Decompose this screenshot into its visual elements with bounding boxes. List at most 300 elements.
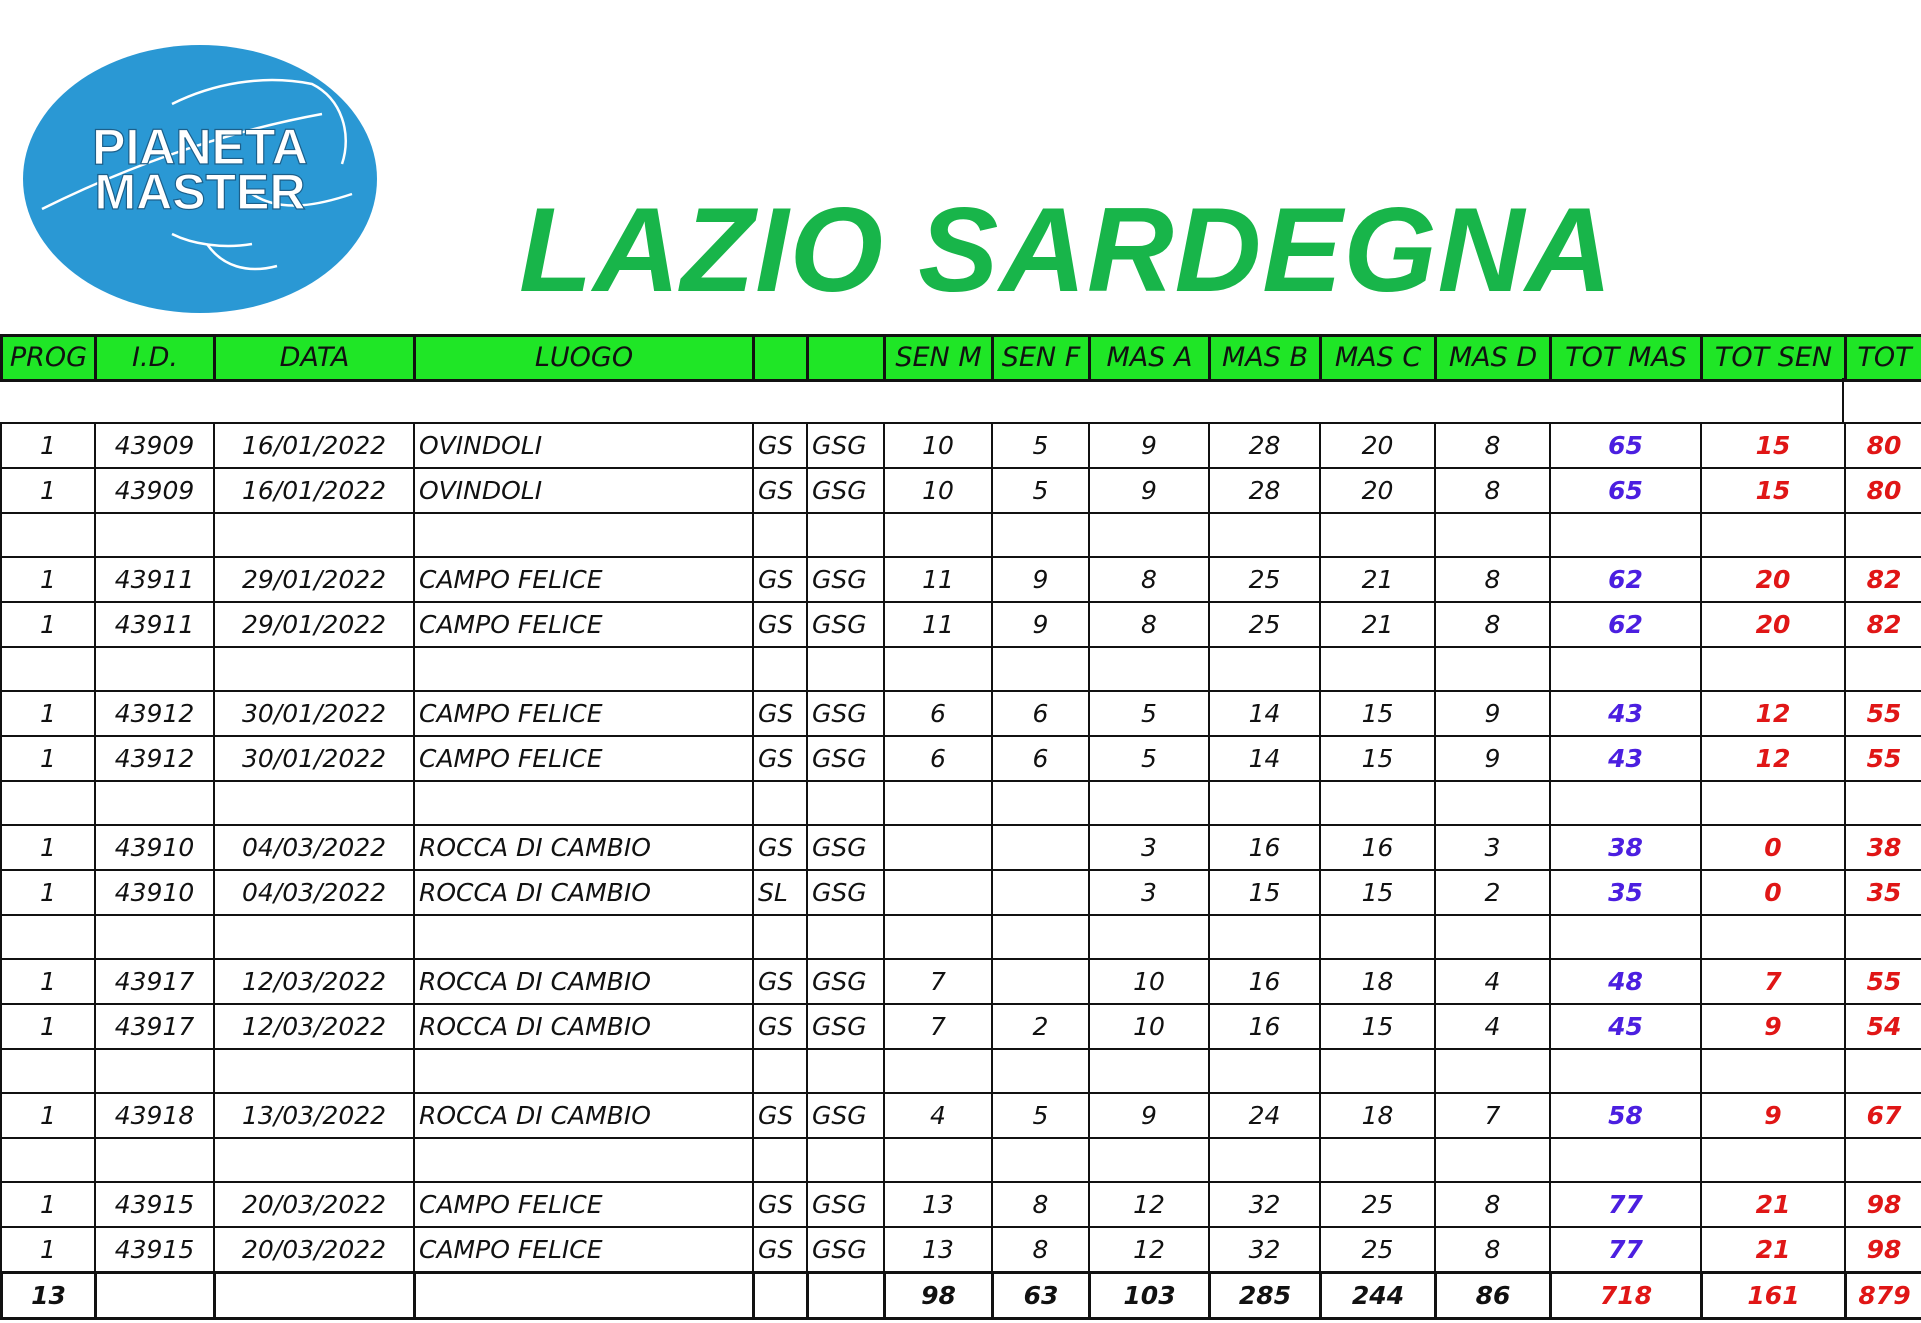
cell-mas-b: 28: [1209, 423, 1320, 468]
cell-date: [214, 647, 414, 691]
cell-discipline: GS: [753, 959, 807, 1004]
cell-mas-d: 4: [1435, 959, 1550, 1004]
cell-tot-mas: 35: [1550, 870, 1701, 915]
cell-tot: 54: [1845, 1004, 1921, 1049]
cell-tot-mas: 77: [1550, 1227, 1701, 1272]
total-mas-a: 103: [1090, 1273, 1210, 1319]
column-header-mas-c: MAS C: [1321, 336, 1436, 381]
column-header-tot-mas: TOT MAS: [1551, 336, 1702, 381]
cell-category: GSG: [807, 870, 884, 915]
cell-mas-d: 9: [1435, 736, 1550, 781]
cell-date: 20/03/2022: [214, 1227, 414, 1272]
cell-category: GSG: [807, 602, 884, 647]
cell-discipline: GS: [753, 691, 807, 736]
cell-tot-sen: 9: [1701, 1093, 1845, 1138]
cell-mas-b: 25: [1209, 557, 1320, 602]
cell-mas-c: 15: [1320, 870, 1435, 915]
cell-mas-a: 5: [1089, 691, 1209, 736]
cell-mas-d: [1435, 1049, 1550, 1093]
cell-prog: 1: [1, 423, 95, 468]
cell-mas-a: 9: [1089, 423, 1209, 468]
cell-mas-a: 5: [1089, 736, 1209, 781]
cell-prog: [1, 1049, 95, 1093]
total-mas-b: 285: [1210, 1273, 1321, 1319]
cell-date: 13/03/2022: [214, 1093, 414, 1138]
logo-line2: MASTER: [94, 164, 306, 220]
cell-category: GSG: [807, 557, 884, 602]
column-separator: [1842, 378, 1844, 422]
total-tot-sen: 161: [1702, 1273, 1846, 1319]
cell-mas-d: 7: [1435, 1093, 1550, 1138]
total-discipline: [754, 1273, 808, 1319]
cell-tot-sen: 20: [1701, 602, 1845, 647]
cell-mas-c: 21: [1320, 557, 1435, 602]
cell-location: ROCCA DI CAMBIO: [414, 825, 753, 870]
cell-location: [414, 781, 753, 825]
cell-location: [414, 1138, 753, 1182]
cell-tot: 80: [1845, 468, 1921, 513]
cell-tot-mas: [1550, 1049, 1701, 1093]
cell-prog: 1: [1, 602, 95, 647]
cell-category: [807, 1049, 884, 1093]
cell-discipline: GS: [753, 1182, 807, 1227]
cell-sen-m: 10: [884, 468, 992, 513]
cell-mas-d: 8: [1435, 602, 1550, 647]
cell-id: [95, 513, 214, 557]
cell-date: 12/03/2022: [214, 1004, 414, 1049]
cell-mas-a: 3: [1089, 870, 1209, 915]
cell-mas-c: 15: [1320, 1004, 1435, 1049]
cell-tot: 82: [1845, 602, 1921, 647]
cell-mas-c: 18: [1320, 959, 1435, 1004]
cell-sen-f: [992, 870, 1089, 915]
cell-mas-c: 15: [1320, 691, 1435, 736]
cell-mas-a: 9: [1089, 468, 1209, 513]
cell-discipline: GS: [753, 602, 807, 647]
cell-tot-mas: 43: [1550, 691, 1701, 736]
cell-mas-c: [1320, 1138, 1435, 1182]
cell-mas-b: 16: [1209, 1004, 1320, 1049]
cell-mas-b: 32: [1209, 1182, 1320, 1227]
cell-category: [807, 915, 884, 959]
column-header-category: [808, 336, 885, 381]
cell-id: [95, 647, 214, 691]
cell-id: [95, 1138, 214, 1182]
cell-date: [214, 915, 414, 959]
cell-mas-d: 8: [1435, 1227, 1550, 1272]
cell-location: ROCCA DI CAMBIO: [414, 1004, 753, 1049]
cell-location: CAMPO FELICE: [414, 691, 753, 736]
table-row: [1, 870, 1921, 915]
cell-tot-sen: [1701, 513, 1845, 557]
totals-table: [0, 1271, 1921, 1320]
cell-id: 43909: [95, 468, 214, 513]
cell-category: GSG: [807, 691, 884, 736]
cell-category: [807, 647, 884, 691]
cell-date: 30/01/2022: [214, 736, 414, 781]
cell-mas-d: 3: [1435, 825, 1550, 870]
cell-tot: 67: [1845, 1093, 1921, 1138]
cell-mas-b: 14: [1209, 691, 1320, 736]
cell-prog: 1: [1, 691, 95, 736]
cell-location: ROCCA DI CAMBIO: [414, 870, 753, 915]
cell-sen-m: [884, 513, 992, 557]
cell-sen-f: 9: [992, 557, 1089, 602]
cell-tot-mas: 45: [1550, 1004, 1701, 1049]
cell-mas-b: [1209, 1049, 1320, 1093]
cell-sen-f: [992, 825, 1089, 870]
cell-sen-f: 9: [992, 602, 1089, 647]
cell-mas-c: 20: [1320, 468, 1435, 513]
cell-mas-d: 9: [1435, 691, 1550, 736]
cell-date: 04/03/2022: [214, 870, 414, 915]
cell-prog: 1: [1, 1093, 95, 1138]
cell-mas-d: 2: [1435, 870, 1550, 915]
cell-mas-c: 25: [1320, 1182, 1435, 1227]
cell-mas-c: [1320, 1049, 1435, 1093]
cell-mas-c: 16: [1320, 825, 1435, 870]
cell-tot-mas: 48: [1550, 959, 1701, 1004]
cell-tot: [1845, 1138, 1921, 1182]
column-header-location: LUOGO: [415, 336, 754, 381]
cell-discipline: SL: [753, 870, 807, 915]
cell-mas-c: 25: [1320, 1227, 1435, 1272]
table-row: [1, 557, 1921, 602]
cell-category: GSG: [807, 736, 884, 781]
cell-mas-d: [1435, 915, 1550, 959]
cell-sen-f: 5: [992, 468, 1089, 513]
cell-date: 04/03/2022: [214, 825, 414, 870]
cell-tot-sen: 0: [1701, 870, 1845, 915]
cell-prog: 1: [1, 1182, 95, 1227]
cell-mas-a: 12: [1089, 1227, 1209, 1272]
cell-tot: 35: [1845, 870, 1921, 915]
cell-id: [95, 915, 214, 959]
column-header-mas-d: MAS D: [1436, 336, 1551, 381]
cell-category: GSG: [807, 1227, 884, 1272]
cell-mas-d: [1435, 647, 1550, 691]
total-id: [96, 1273, 215, 1319]
cell-category: GSG: [807, 1182, 884, 1227]
cell-discipline: GS: [753, 1093, 807, 1138]
column-header-id: I.D.: [96, 336, 215, 381]
column-header-tot-sen: TOT SEN: [1702, 336, 1846, 381]
cell-date: 29/01/2022: [214, 557, 414, 602]
cell-location: OVINDOLI: [414, 423, 753, 468]
cell-mas-c: [1320, 513, 1435, 557]
cell-sen-m: [884, 1049, 992, 1093]
cell-prog: [1, 781, 95, 825]
cell-sen-f: [992, 1049, 1089, 1093]
cell-date: 30/01/2022: [214, 691, 414, 736]
column-header-mas-a: MAS A: [1090, 336, 1210, 381]
cell-discipline: GS: [753, 736, 807, 781]
cell-mas-d: [1435, 513, 1550, 557]
cell-id: 43912: [95, 736, 214, 781]
cell-id: 43918: [95, 1093, 214, 1138]
cell-mas-a: [1089, 1049, 1209, 1093]
cell-tot: 55: [1845, 736, 1921, 781]
cell-id: 43917: [95, 1004, 214, 1049]
cell-prog: 1: [1, 1227, 95, 1272]
cell-tot-mas: 43: [1550, 736, 1701, 781]
cell-sen-m: 6: [884, 691, 992, 736]
cell-sen-m: [884, 1138, 992, 1182]
cell-sen-f: 8: [992, 1227, 1089, 1272]
cell-discipline: [753, 1138, 807, 1182]
cell-sen-f: [992, 959, 1089, 1004]
table-row: [1, 1182, 1921, 1227]
cell-prog: 1: [1, 825, 95, 870]
column-header-date: DATA: [215, 336, 415, 381]
cell-tot: 38: [1845, 825, 1921, 870]
cell-prog: 1: [1, 557, 95, 602]
cell-location: [414, 915, 753, 959]
cell-sen-f: [992, 1138, 1089, 1182]
cell-mas-d: 8: [1435, 557, 1550, 602]
pianeta-master-logo: [22, 44, 378, 314]
cell-date: 20/03/2022: [214, 1182, 414, 1227]
cell-mas-b: 28: [1209, 468, 1320, 513]
cell-sen-f: 5: [992, 1093, 1089, 1138]
cell-mas-d: 4: [1435, 1004, 1550, 1049]
cell-tot-sen: 12: [1701, 691, 1845, 736]
cell-sen-f: 6: [992, 691, 1089, 736]
cell-mas-b: [1209, 915, 1320, 959]
cell-mas-a: 3: [1089, 825, 1209, 870]
cell-location: CAMPO FELICE: [414, 1227, 753, 1272]
cell-category: GSG: [807, 468, 884, 513]
total-mas-d: 86: [1436, 1273, 1551, 1319]
cell-category: GSG: [807, 1004, 884, 1049]
cell-category: GSG: [807, 825, 884, 870]
column-header-mas-b: MAS B: [1210, 336, 1321, 381]
cell-date: 16/01/2022: [214, 423, 414, 468]
cell-tot-sen: 20: [1701, 557, 1845, 602]
cell-mas-a: [1089, 915, 1209, 959]
cell-mas-a: 9: [1089, 1093, 1209, 1138]
table-header: [0, 334, 1921, 382]
cell-date: [214, 1138, 414, 1182]
cell-discipline: [753, 781, 807, 825]
cell-tot: 55: [1845, 691, 1921, 736]
cell-mas-c: 20: [1320, 423, 1435, 468]
cell-prog: 1: [1, 959, 95, 1004]
cell-sen-m: 7: [884, 959, 992, 1004]
cell-location: CAMPO FELICE: [414, 557, 753, 602]
cell-date: [214, 1049, 414, 1093]
cell-sen-m: 11: [884, 557, 992, 602]
cell-prog: [1, 647, 95, 691]
cell-tot-mas: 62: [1550, 557, 1701, 602]
cell-sen-m: 4: [884, 1093, 992, 1138]
cell-mas-a: [1089, 1138, 1209, 1182]
blank-row: [1, 1138, 1921, 1182]
total-date: [215, 1273, 415, 1319]
cell-tot: 98: [1845, 1182, 1921, 1227]
cell-tot-sen: 12: [1701, 736, 1845, 781]
cell-mas-b: 25: [1209, 602, 1320, 647]
cell-sen-f: [992, 781, 1089, 825]
cell-location: CAMPO FELICE: [414, 602, 753, 647]
cell-mas-b: [1209, 647, 1320, 691]
cell-tot-mas: 38: [1550, 825, 1701, 870]
cell-tot-sen: 0: [1701, 825, 1845, 870]
cell-tot: 98: [1845, 1227, 1921, 1272]
cell-mas-d: 8: [1435, 1182, 1550, 1227]
cell-sen-m: 6: [884, 736, 992, 781]
column-header-prog: PROG: [2, 336, 96, 381]
cell-sen-f: 6: [992, 736, 1089, 781]
cell-tot-sen: 21: [1701, 1227, 1845, 1272]
total-mas-c: 244: [1321, 1273, 1436, 1319]
cell-id: 43910: [95, 825, 214, 870]
logo-line1: PIANETA: [92, 119, 308, 175]
cell-mas-a: [1089, 781, 1209, 825]
blank-row: [1, 647, 1921, 691]
cell-mas-a: [1089, 647, 1209, 691]
cell-category: [807, 513, 884, 557]
cell-mas-c: [1320, 647, 1435, 691]
cell-date: [214, 781, 414, 825]
table-row: [1, 1004, 1921, 1049]
cell-mas-a: 10: [1089, 959, 1209, 1004]
cell-sen-f: 2: [992, 1004, 1089, 1049]
cell-tot: [1845, 1049, 1921, 1093]
cell-tot-sen: 15: [1701, 423, 1845, 468]
table-row: [1, 959, 1921, 1004]
cell-mas-d: [1435, 781, 1550, 825]
cell-mas-a: 8: [1089, 602, 1209, 647]
cell-discipline: [753, 647, 807, 691]
cell-mas-a: 8: [1089, 557, 1209, 602]
cell-tot-sen: 15: [1701, 468, 1845, 513]
cell-prog: [1, 513, 95, 557]
cell-prog: 1: [1, 736, 95, 781]
cell-sen-m: [884, 825, 992, 870]
cell-mas-d: 8: [1435, 468, 1550, 513]
cell-id: 43911: [95, 602, 214, 647]
cell-sen-f: [992, 915, 1089, 959]
cell-date: 29/01/2022: [214, 602, 414, 647]
cell-sen-m: [884, 870, 992, 915]
cell-discipline: [753, 513, 807, 557]
cell-mas-b: 14: [1209, 736, 1320, 781]
cell-id: 43911: [95, 557, 214, 602]
table-row: [1, 691, 1921, 736]
cell-id: 43910: [95, 870, 214, 915]
cell-id: [95, 781, 214, 825]
cell-discipline: GS: [753, 825, 807, 870]
cell-category: [807, 781, 884, 825]
cell-mas-b: [1209, 781, 1320, 825]
cell-mas-b: 32: [1209, 1227, 1320, 1272]
blank-row: [1, 513, 1921, 557]
cell-tot-sen: [1701, 1138, 1845, 1182]
cell-prog: [1, 1138, 95, 1182]
cell-tot-sen: 9: [1701, 1004, 1845, 1049]
cell-tot-sen: [1701, 1049, 1845, 1093]
cell-tot-mas: 58: [1550, 1093, 1701, 1138]
cell-id: 43915: [95, 1182, 214, 1227]
total-location: [415, 1273, 754, 1319]
cell-location: OVINDOLI: [414, 468, 753, 513]
cell-sen-f: 8: [992, 1182, 1089, 1227]
cell-discipline: [753, 915, 807, 959]
cell-mas-b: [1209, 1138, 1320, 1182]
cell-tot-mas: [1550, 781, 1701, 825]
cell-id: 43912: [95, 691, 214, 736]
cell-mas-b: 15: [1209, 870, 1320, 915]
cell-discipline: GS: [753, 423, 807, 468]
cell-id: 43917: [95, 959, 214, 1004]
cell-category: [807, 1138, 884, 1182]
blank-row: [1, 1049, 1921, 1093]
cell-location: [414, 1049, 753, 1093]
cell-discipline: GS: [753, 557, 807, 602]
cell-tot-sen: [1701, 781, 1845, 825]
cell-sen-m: [884, 781, 992, 825]
cell-tot: 80: [1845, 423, 1921, 468]
cell-sen-f: 5: [992, 423, 1089, 468]
cell-category: GSG: [807, 959, 884, 1004]
cell-mas-d: [1435, 1138, 1550, 1182]
cell-category: GSG: [807, 1093, 884, 1138]
cell-sen-m: [884, 915, 992, 959]
column-header-discipline: [754, 336, 808, 381]
column-header-tot: TOT: [1846, 336, 1921, 381]
cell-tot-mas: 65: [1550, 468, 1701, 513]
cell-sen-m: 10: [884, 423, 992, 468]
cell-tot-mas: 65: [1550, 423, 1701, 468]
cell-sen-m: 13: [884, 1227, 992, 1272]
total-sen-m: 98: [885, 1273, 993, 1319]
cell-tot: 82: [1845, 557, 1921, 602]
cell-tot-mas: [1550, 915, 1701, 959]
cell-location: CAMPO FELICE: [414, 1182, 753, 1227]
total-prog: 13: [2, 1273, 96, 1319]
blank-row: [1, 915, 1921, 959]
total-tot-mas: 718: [1551, 1273, 1702, 1319]
cell-tot-sen: 21: [1701, 1182, 1845, 1227]
cell-mas-c: [1320, 781, 1435, 825]
cell-tot: 55: [1845, 959, 1921, 1004]
cell-tot-sen: [1701, 915, 1845, 959]
cell-sen-m: 11: [884, 602, 992, 647]
cell-sen-f: [992, 647, 1089, 691]
page-title: LAZIO SARDEGNA: [519, 183, 1613, 317]
cell-discipline: GS: [753, 1004, 807, 1049]
cell-tot-mas: 77: [1550, 1182, 1701, 1227]
cell-mas-a: 12: [1089, 1182, 1209, 1227]
cell-sen-m: 13: [884, 1182, 992, 1227]
data-table: [0, 422, 1921, 1273]
cell-mas-c: 15: [1320, 736, 1435, 781]
cell-mas-c: 21: [1320, 602, 1435, 647]
cell-mas-a: [1089, 513, 1209, 557]
table-row: [1, 1227, 1921, 1272]
cell-discipline: [753, 1049, 807, 1093]
total-sen-f: 63: [993, 1273, 1090, 1319]
cell-tot-sen: [1701, 647, 1845, 691]
cell-mas-c: 18: [1320, 1093, 1435, 1138]
cell-discipline: GS: [753, 1227, 807, 1272]
cell-location: [414, 647, 753, 691]
cell-prog: [1, 915, 95, 959]
cell-tot: [1845, 781, 1921, 825]
cell-date: 16/01/2022: [214, 468, 414, 513]
cell-date: 12/03/2022: [214, 959, 414, 1004]
